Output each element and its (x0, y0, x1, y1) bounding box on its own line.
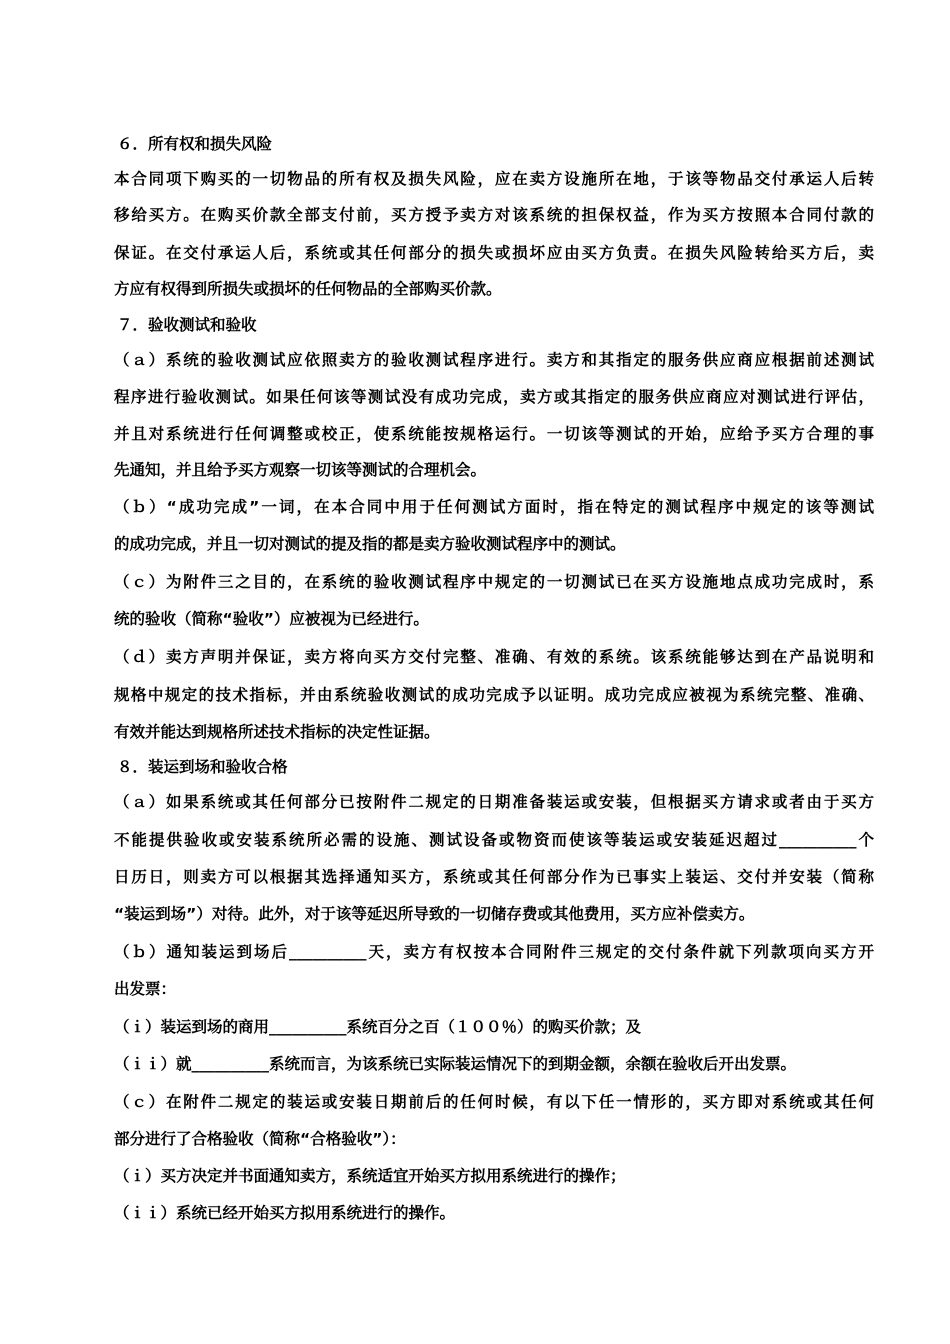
section-8-heading: ８．装运到场和验收合格 (117, 758, 288, 776)
text-line: （ｉｉ）就__________系统而言，为该系统已实际装运情况下的到期金额，余额在验收后开出发票。 (114, 1055, 797, 1073)
text-line: （ｂ）“成功完成”一词，在本合同中用于任何测试方面时，指在特定的测试程序中规定的该等测试 (114, 498, 874, 516)
section-7-heading: ７．验收测试和验收 (117, 316, 257, 334)
text-line: （ｄ）卖方声明并保证，卖方将向买方交付完整、准确、有效的系统。该系统能够达到在产品说明和 (114, 648, 874, 666)
text-line: 统的验收（简称“验收”）应被视为已经进行。 (114, 610, 429, 628)
text-line: 保证。在交付承运人后，系统或其任何部分的损失或损坏应由买方负责。在损失风险转给买方后，卖 (114, 244, 874, 262)
text-line: 日历日，则卖方可以根据其选择通知买方，系统或其任何部分作为已事实上装运、交付并安装（简称 (114, 868, 874, 886)
text-line: （ｉ）买方决定并书面通知卖方，系统适宜开始买方拟用系统进行的操作； (114, 1167, 626, 1185)
text-line: （ｃ）在附件二规定的装运或安装日期前后的任何时候，有以下任一情形的，买方即对系统或其任何 (114, 1093, 874, 1111)
section-6-heading: ６．所有权和损失风险 (117, 135, 273, 153)
text-line: 出发票： (114, 980, 177, 998)
text-line: 的成功完成，并且一切对测试的提及指的都是卖方验收测试程序中的测试。 (114, 535, 626, 553)
text-line: 本合同项下购买的一切物品的所有权及损失风险，应在卖方设施所在地，于该等物品交付承运人后转 (114, 170, 874, 188)
text-line: （ｂ）通知装运到场后__________天，卖方有权按本合同附件三规定的交付条件就下列款项向买方开 (114, 943, 874, 961)
text-line: 移给买方。在购买价款全部支付前，买方授予卖方对该系统的担保权益，作为买方按照本合同付款的 (114, 206, 874, 224)
text-line: 规格中规定的技术指标，并由系统验收测试的成功完成予以证明。成功完成应被视为系统完整、准确、 (114, 686, 874, 704)
text-line: 并且对系统进行任何调整或校正，使系统能按规格运行。一切该等测试的开始，应给予买方合理的事 (114, 425, 874, 443)
text-line: （ｃ）为附件三之目的，在系统的验收测试程序中规定的一切测试已在买方设施地点成功完成时，系 (114, 573, 874, 591)
text-line: 程序进行验收测试。如果任何该等测试没有成功完成，卖方或其指定的服务供应商应对测试进行评估， (114, 388, 874, 406)
text-line: （ａ）系统的验收测试应依照卖方的验收测试程序进行。卖方和其指定的服务供应商应根据前述测试 (114, 351, 874, 369)
text-line: 有效并能达到规格所述技术指标的决定性证据。 (114, 723, 440, 741)
text-line: 部分进行了合格验收（简称“合格验收”）： (114, 1130, 406, 1148)
text-line: “装运到场”）对待。此外，对于该等延迟所导致的一切储存费或其他费用，买方应补偿卖方。 (114, 905, 755, 923)
text-line: 先通知，并且给予买方观察一切该等测试的合理机会。 (114, 461, 487, 479)
text-line: （ｉ）装运到场的商用__________系统百分之百（１００％）的购买价款；及 (114, 1018, 642, 1036)
text-line: 不能提供验收或安装系统所必需的设施、测试设备或物资而使该等装运或安装延迟超过__________个 (114, 831, 874, 849)
text-line: （ｉｉ）系统已经开始买方拟用系统进行的操作。 (114, 1204, 456, 1222)
text-line: 方应有权得到所损失或损坏的任何物品的全部购买价款。 (114, 280, 502, 298)
text-line: （ａ）如果系统或其任何部分已按附件二规定的日期准备装运或安装，但根据买方请求或者由于买方 (114, 793, 874, 811)
